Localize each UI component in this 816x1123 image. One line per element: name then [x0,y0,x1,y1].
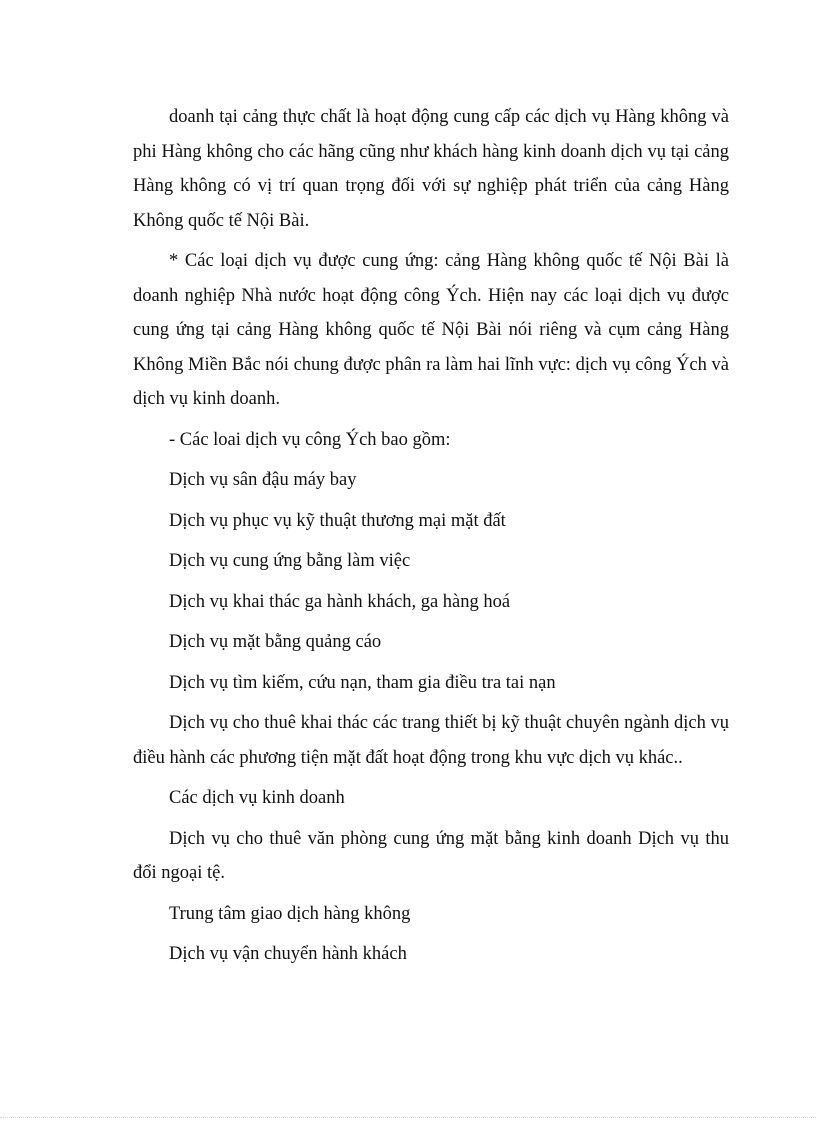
list-item: Dịch vụ cung ứng bằng làm việc [169,551,411,571]
list-item: Dịch vụ mặt bằng quảng cáo [169,632,382,652]
paragraph-office-rental: Dịch vụ cho thuê văn phòng cung ứng mặt bằng kinh doanh Dịch vụ thu đổi ngoại tệ. [133,828,729,883]
document-body [133,100,729,972]
list-item: Dịch vụ sân đậu máy bay [169,470,357,490]
page-bottom-rule [0,1117,816,1118]
list-item: Trung tâm giao dịch hàng không [169,903,411,924]
paragraph-equipment-rental: Dịch vụ cho thuê khai thác các trang thiết bị kỹ thuật chuyên ngành dịch vụ điều hành các phương tiện mặt đất hoạt động trong khu vực dịch vụ khác.. [133,713,729,768]
list-item: Dịch vụ phục vụ kỹ thuật thương mại mặt đất [169,510,506,531]
business-services-heading: Các dịch vụ kinh doanh [169,788,345,808]
list-item: Dịch vụ vận chuyển hành khách [169,944,407,964]
paragraph-airport-role: doanh tại cảng thực chất là hoạt động cung cấp các dịch vụ Hàng không và phi Hàng không cho các hãng cũng như khách hàng kinh doanh dịch vụ tại cảng Hàng không có vị trí quan trọng đối với sự nghiệp phát triển của cảng Hàng Không quốc tế Nội Bài. [133,107,729,231]
list-item: Dịch vụ tìm kiếm, cứu nạn, tham gia điều tra tai nạn [169,672,556,693]
paragraph-service-types: * Các loại dịch vụ được cung ứng: cảng Hàng không quốc tế Nội Bài là doanh nghiệp Nhà nước hoạt động công Ých. Hiện nay các loại dịch vụ được cung ứng tại cảng Hàng không quốc tế Nội Bài nói riêng và cụm cảng Hàng Không Miền Bắc nói chung được phân ra làm hai lĩnh vực: dịch vụ công Ých và dịch vụ kinh doanh. [133,251,729,409]
list-item: Dịch vụ khai thác ga hành khách, ga hàng hoá [169,591,511,612]
public-services-heading: - Các loai dịch vụ công Ých bao gồm: [169,429,451,450]
